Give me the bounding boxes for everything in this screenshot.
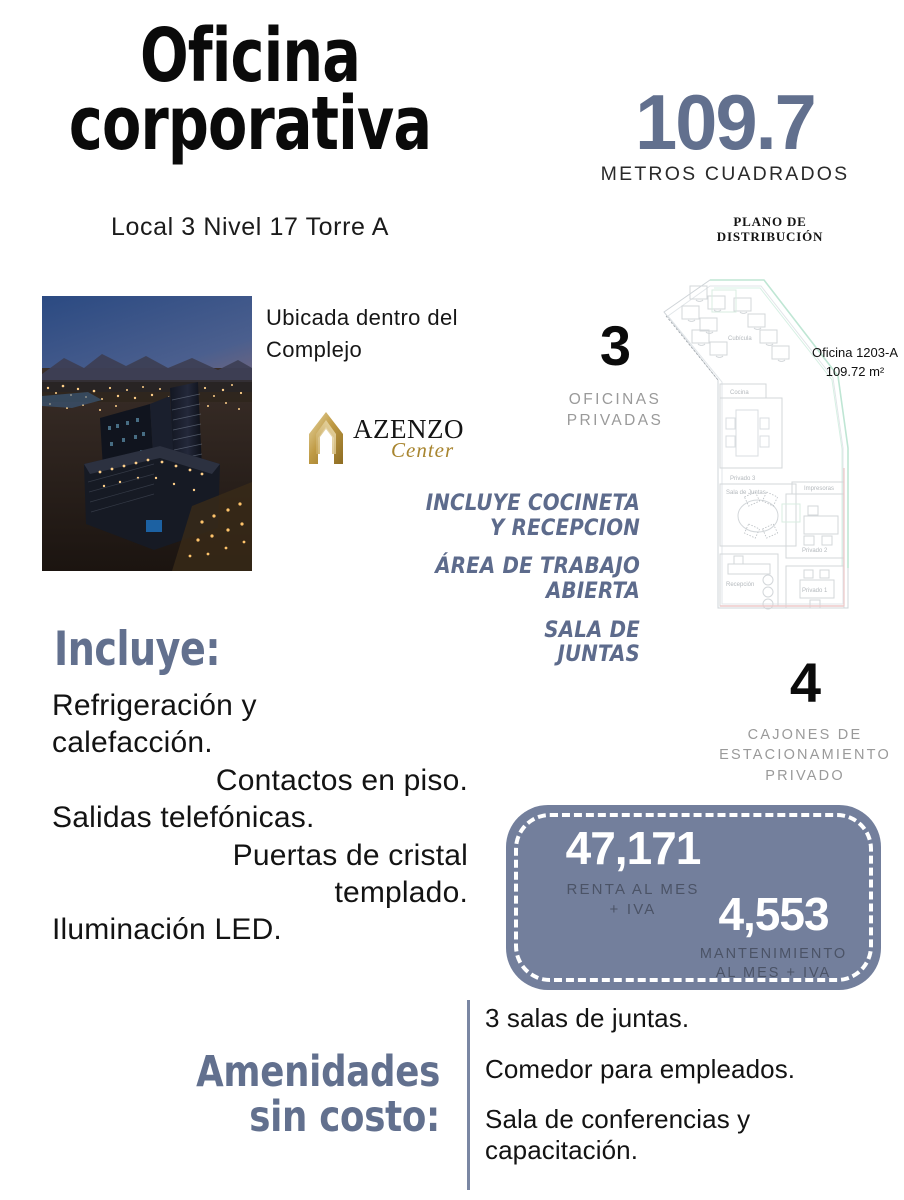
amenities-heading	[110, 1047, 440, 1142]
parking-stat	[710, 651, 900, 786]
feature-3-line-2: JUNTAS	[557, 642, 640, 668]
parking-label-line-3: PRIVADO	[765, 767, 845, 784]
floorplan-drawing	[652, 268, 904, 628]
incluye-heading: Incluye:	[54, 622, 221, 677]
maintenance-price	[666, 888, 881, 983]
feature-1-line-1: INCLUYE COCINETA	[425, 491, 640, 516]
maintenance-amount: 4,553	[718, 888, 829, 940]
floorplan-room-privado1: Privado 1	[802, 588, 828, 594]
amenities-heading-line-1: Amenidades	[196, 1047, 440, 1097]
maintenance-label-line-1: MANTENIMIENTO	[699, 946, 848, 962]
incluye-item-1: Refrigeración y	[52, 689, 257, 722]
price-box	[506, 805, 881, 990]
building-photo	[42, 296, 252, 571]
plan-label-line-1: PLANO DE	[733, 214, 807, 229]
parking-label-line-1: CAJONES DE	[747, 727, 863, 743]
floorplan-room-privado3: Privado 3	[730, 476, 756, 482]
maintenance-label	[666, 945, 881, 983]
title-line-2: corporativa	[68, 81, 432, 168]
amenity-item-2: Comedor para empleados.	[485, 1053, 796, 1084]
logo-script: Center	[391, 438, 455, 462]
amenities-heading-line-2: sin costo:	[249, 1091, 440, 1142]
incluye-item-2: calefacción.	[52, 726, 213, 760]
area-label: METROS CUADRADOS	[600, 163, 850, 186]
incluye-item-4: Salidas telefónicas.	[52, 801, 315, 835]
offices-label-line-1: OFICINAS	[568, 391, 662, 408]
floorplan-room-impresoras: Impresoras	[804, 486, 835, 492]
features-list	[400, 492, 640, 668]
page-title	[0, 13, 500, 168]
rent-label-line-2: + IVA	[609, 900, 657, 918]
building-night-aerial-icon	[42, 296, 252, 571]
plan-label	[650, 215, 890, 245]
floorplan-room-cocina: Cocina	[730, 390, 749, 396]
location-text: Ubicada dentro del Complejo	[266, 305, 458, 362]
rent-label-line-1: RENTA AL MES	[566, 881, 700, 898]
feature-3-line-1: SALA DE	[544, 617, 640, 643]
floorplan-icon	[652, 268, 904, 628]
floorplan-caption	[806, 344, 904, 382]
feature-1-line-2: Y RECEPCION	[489, 515, 640, 541]
floorplan-office-name: Oficina 1203-A	[812, 345, 898, 360]
floorplan-room-cubicula: Cubícula	[728, 336, 752, 342]
area-number: 109.7	[635, 78, 815, 166]
offices-number: 3	[599, 314, 631, 377]
amenity-item-1: 3 salas de juntas.	[485, 1003, 690, 1033]
azenzo-logo	[303, 408, 464, 470]
chevron-mark-icon	[303, 410, 349, 466]
amenity-item-3: Sala de conferencias y capacitación.	[485, 1104, 751, 1166]
area-block	[560, 78, 890, 186]
feature-2-line-1: ÁREA DE TRABAJO	[435, 554, 640, 580]
floorplan-room-privado2: Privado 2	[802, 548, 828, 554]
parking-number: 4	[789, 651, 821, 714]
offices-label-line-2: PRIVADAS	[566, 411, 664, 429]
feature-group-2	[400, 555, 640, 604]
rent-amount: 47,171	[565, 822, 701, 874]
parking-label-line-2: ESTACIONAMIENTO	[719, 747, 891, 764]
maintenance-label-line-2: AL MES + IVA	[715, 964, 832, 981]
amenities-list	[485, 1003, 895, 1186]
incluye-list	[52, 688, 468, 950]
incluye-item-7: Iluminación LED.	[52, 913, 282, 947]
incluye-item-6: templado.	[334, 875, 468, 909]
logo-wordmark: AZENZO	[353, 414, 464, 444]
plan-label-line-2: DISTRIBUCIÓN	[716, 228, 824, 244]
feature-2-line-2: ABIERTA	[545, 578, 640, 604]
floorplan-room-recepcion: Recepción	[726, 582, 755, 588]
incluye-item-3: Contactos en piso.	[215, 763, 468, 797]
feature-group-3	[400, 619, 640, 668]
floorplan-office-area: 109.72 m²	[825, 363, 885, 379]
floorplan-room-sala-juntas: Sala de Juntas	[726, 490, 766, 496]
title-line-1: Oficina	[139, 13, 361, 99]
amenities-divider	[467, 1000, 470, 1190]
parking-label	[710, 725, 900, 786]
property-subtitle: Local 3 Nivel 17 Torre A	[111, 213, 389, 241]
incluye-item-5: Puertas de cristal	[232, 838, 468, 872]
feature-group-1	[400, 492, 640, 541]
